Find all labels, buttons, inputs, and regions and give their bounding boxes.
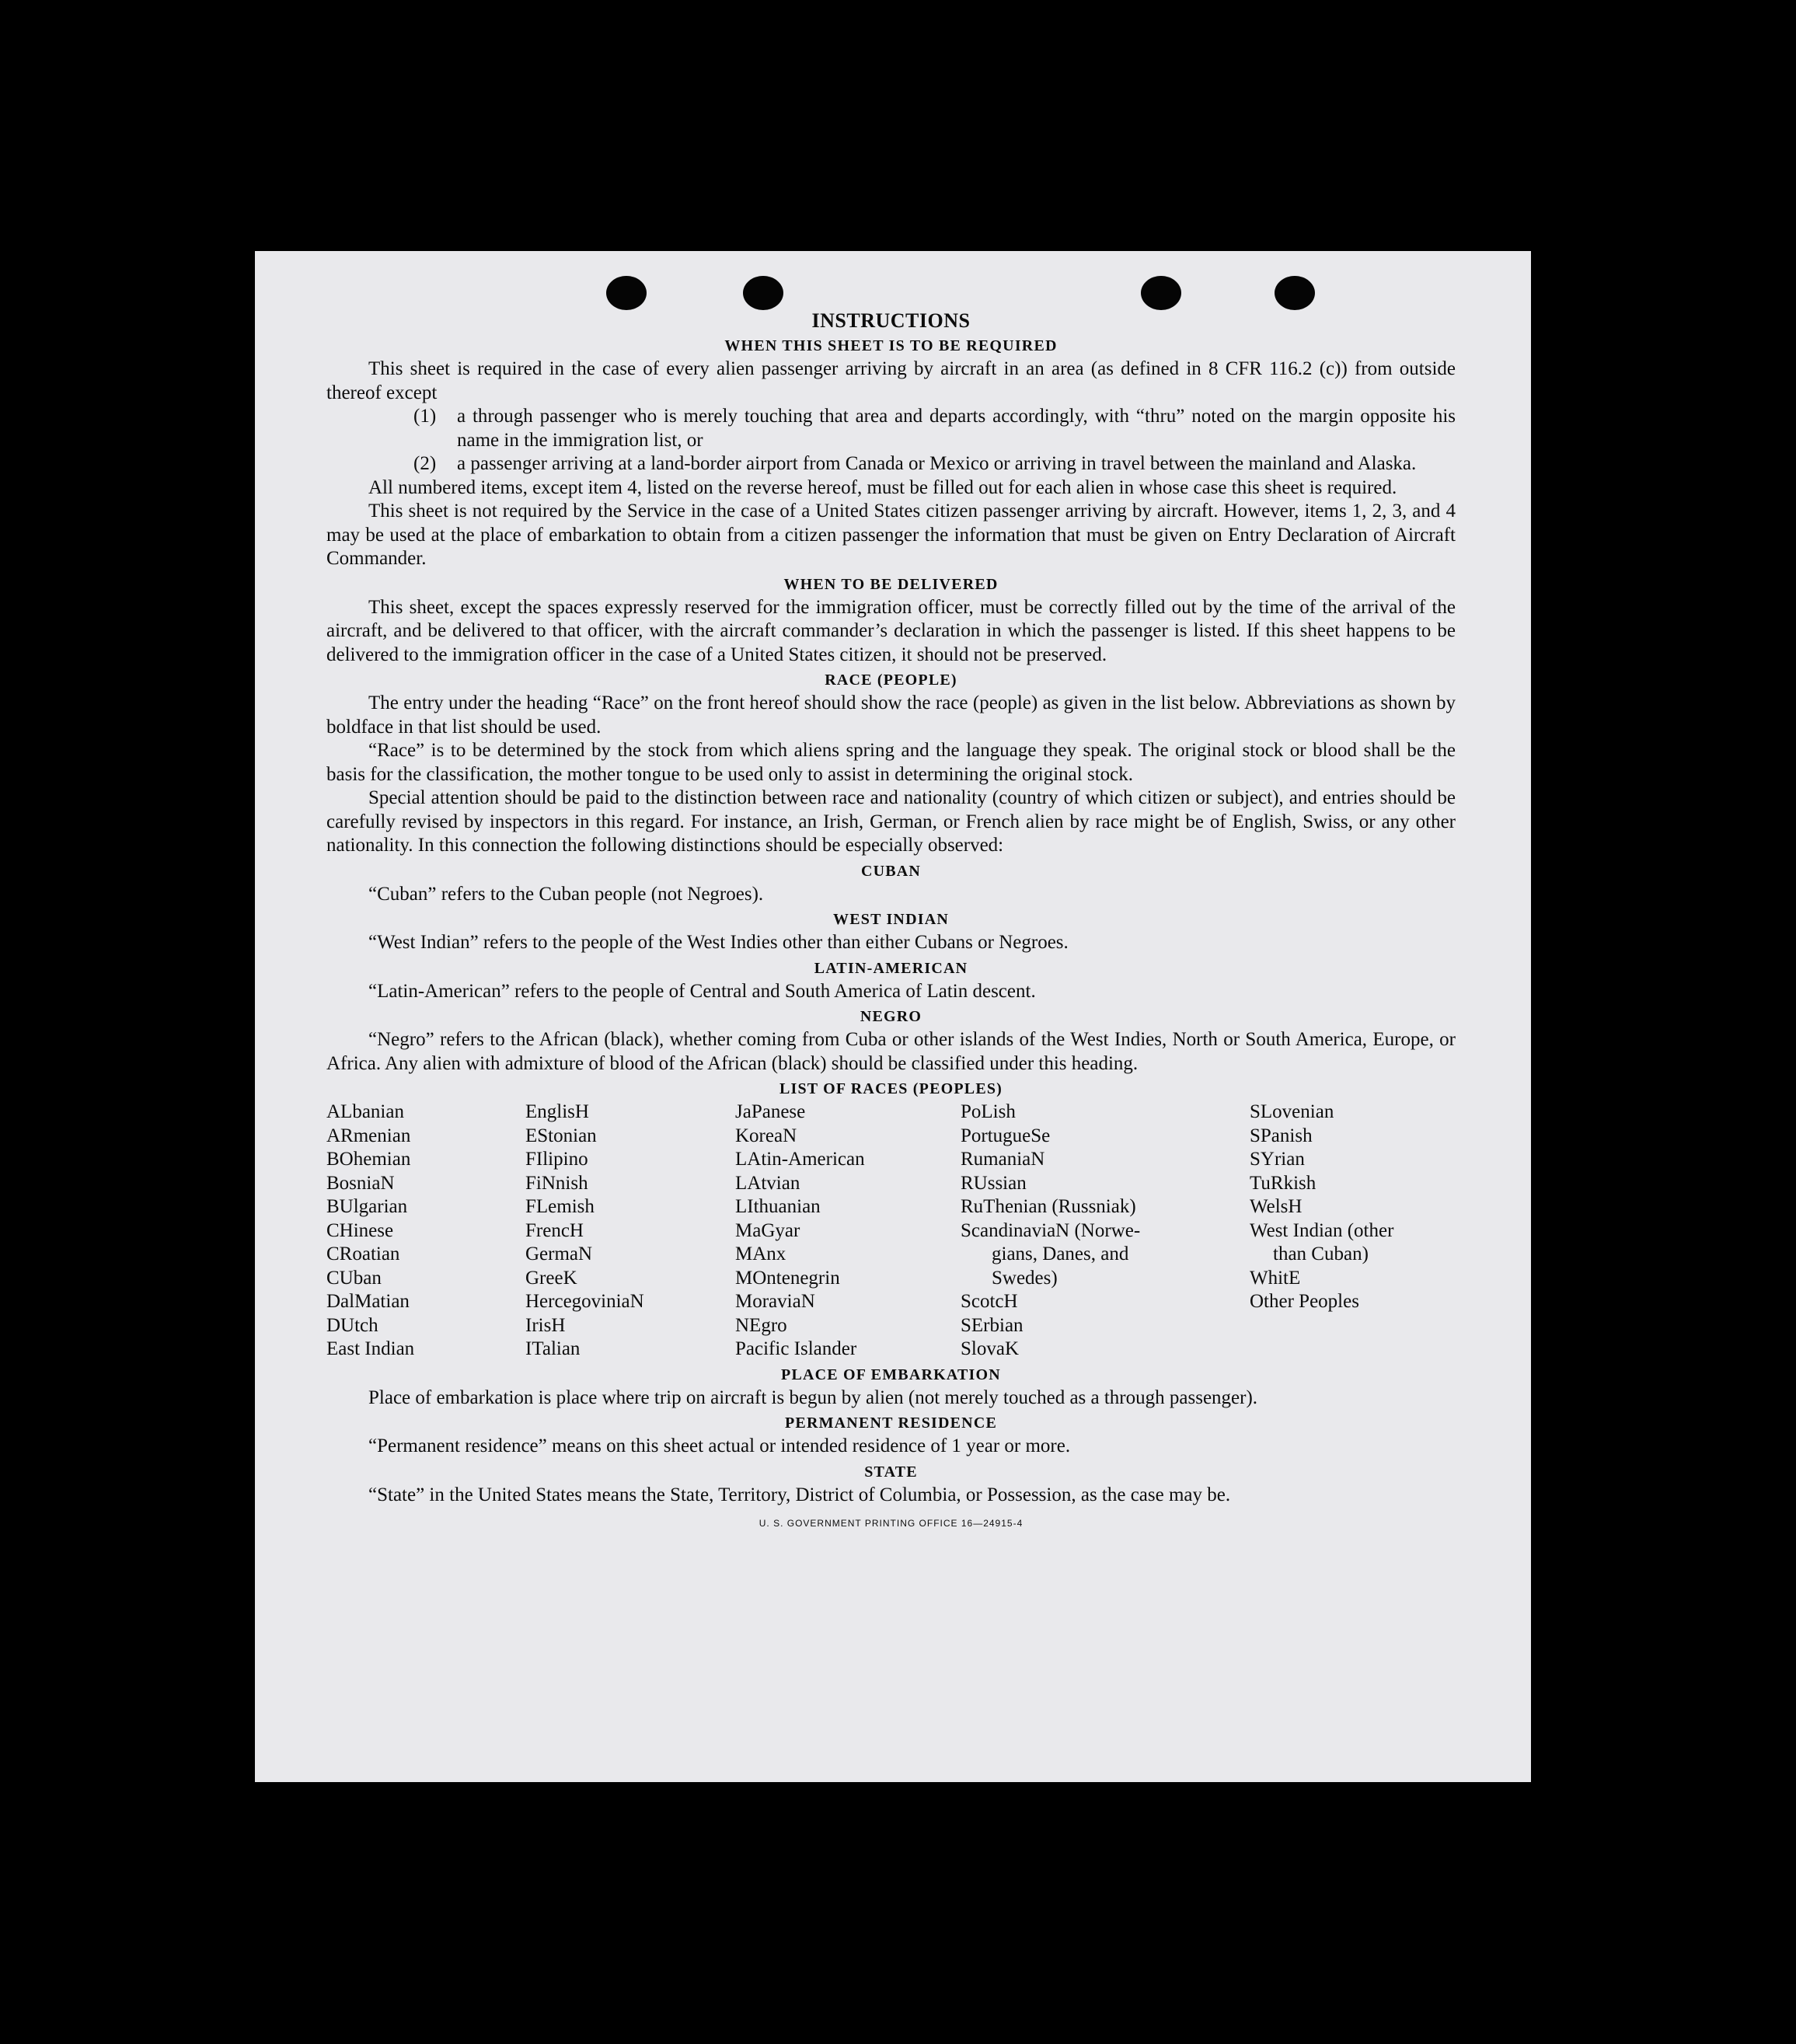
race-entry: KoreaN — [735, 1125, 797, 1146]
paragraph: “Latin-American” refers to the people of Central and South America of Latin descent. — [368, 980, 1036, 1002]
section-heading: PLACE OF EMBARKATION — [781, 1366, 1001, 1383]
paragraph: Place of embarkation is place where trip on aircraft is begun by alien (not merely touched as a through passenger). — [368, 1387, 1258, 1408]
section-heading: LIST OF RACES (PEOPLES) — [779, 1080, 1003, 1097]
race-entry: MoraviaN — [735, 1291, 815, 1312]
race-entry: IrisH — [525, 1314, 566, 1336]
race-entry: SPanish — [1250, 1125, 1313, 1146]
section-heading: WHEN TO BE DELIVERED — [783, 575, 999, 593]
race-entry: EnglisH — [525, 1101, 589, 1122]
instructions-body — [326, 309, 1456, 1536]
race-entry: RumaniaN — [961, 1149, 1045, 1170]
printer-imprint: U. S. GOVERNMENT PRINTING OFFICE 16—24915-4 — [759, 1518, 1024, 1529]
races-column — [735, 1100, 961, 1362]
race-entry: BUlgarian — [326, 1196, 408, 1217]
race-entry: SLovenian — [1250, 1101, 1334, 1122]
race-entry: NEgro — [735, 1314, 787, 1336]
paragraph: This sheet is not required by the Service in the case of a United States citizen passenger arriving by aircraft. However, items 1, 2, 3, and 4 may be used at the place of embarkation to obtain from a citizen passenger the information that must be given on Entry Declaration of Aircraft Commander. — [326, 501, 1456, 569]
race-entry: BosniaN — [326, 1172, 395, 1194]
punch-hole — [1141, 276, 1181, 310]
race-entry: CRoatian — [326, 1243, 400, 1264]
race-entry: DUtch — [326, 1314, 378, 1336]
race-entry: DalMatian — [326, 1291, 410, 1312]
list-item — [413, 405, 1456, 452]
race-entry: CHinese — [326, 1219, 394, 1241]
race-entry: PortugueSe — [961, 1125, 1051, 1146]
race-entry: ITalian — [525, 1338, 581, 1359]
race-entry: East Indian — [326, 1338, 415, 1359]
item-number: (2) — [413, 453, 437, 474]
list-item — [413, 452, 1456, 476]
paragraph: All numbered items, except item 4, listed on the reverse hereof, must be filled out for each alien in whose case this sheet is required. — [368, 476, 1397, 498]
paragraph: Special attention should be paid to the distinction between race and nationality (country of which citizen or subject), and entries should be carefully revised by inspectors in this regard. For instance, an Irish, German, or French alien by race might be of English, Swiss, or any other nationality. In this connection the following distinctions should be especially observed: — [326, 787, 1456, 856]
race-entry: Swedes) — [992, 1267, 1058, 1289]
section-heading: LATIN-AMERICAN — [814, 959, 968, 977]
race-entry: RUssian — [961, 1172, 1027, 1194]
punch-hole — [743, 276, 783, 310]
document-sheet — [255, 251, 1531, 1782]
section-heading: RACE (PEOPLE) — [825, 671, 957, 689]
section-heading: CUBAN — [860, 862, 922, 880]
race-entry: ARmenian — [326, 1125, 411, 1146]
race-entry: MaGyar — [735, 1219, 800, 1241]
section-heading: STATE — [864, 1463, 918, 1481]
race-entry: WhitE — [1250, 1267, 1301, 1289]
race-entry: Pacific Islander — [735, 1338, 857, 1359]
races-column — [525, 1100, 735, 1362]
race-entry: LAtin-American — [735, 1149, 865, 1170]
paragraph: This sheet, except the spaces expressly reserved for the immigration officer, must be correctly filled out by the time of the arrival of the aircraft, and be delivered to that officer, with the aircraft commander’s declaration in which the passenger is listed. If this sheet happens to be delivered to the immigration officer in the case of a United States citizen, it should not be preserved. — [326, 596, 1456, 665]
item-number: (1) — [413, 406, 437, 427]
race-entry: than Cuban) — [1273, 1243, 1369, 1264]
race-entry: FiNnish — [525, 1172, 588, 1194]
race-entry: MAnx — [735, 1243, 786, 1264]
race-entry: LAtvian — [735, 1172, 800, 1194]
paragraph: “Negro” refers to the African (black), whether coming from Cuba or other islands of the West Indies, North or South America, Europe, or Africa. Any alien with admixture of blood of the African (black) should be classified under this heading. — [326, 1029, 1456, 1074]
section-heading: WEST INDIAN — [833, 911, 949, 928]
section-heading: PERMANENT RESIDENCE — [784, 1414, 998, 1432]
paragraph: “Race” is to be determined by the stock from which aliens spring and the language they speak. The original stock or blood shall be the basis for the classification, the mother tongue to be used only to assist in determining the original stock. — [326, 740, 1456, 785]
races-column — [326, 1100, 525, 1362]
race-entry: gians, Danes, and — [992, 1243, 1129, 1264]
race-entry: EStonian — [525, 1125, 597, 1146]
paragraph: The entry under the heading “Race” on the front hereof should show the race (people) as given in the list below. Abbreviations as shown by boldface in that list should be used. — [326, 692, 1456, 738]
race-entry: FLemish — [525, 1196, 595, 1217]
race-entry: HercegoviniaN — [525, 1291, 644, 1312]
race-entry: FrencH — [525, 1219, 584, 1241]
item-text: a passenger arriving at a land-border airport from Canada or Mexico or arriving in travel between the mainland and Alaska. — [457, 453, 1417, 474]
race-entry: LIthuanian — [735, 1196, 821, 1217]
punch-hole — [1275, 276, 1315, 310]
race-entry: PoLish — [961, 1101, 1016, 1122]
paragraph: “Permanent residence” means on this sheet actual or intended residence of 1 year or more. — [368, 1435, 1071, 1456]
race-entry: SlovaK — [961, 1338, 1019, 1359]
race-entry: JaPanese — [735, 1101, 806, 1122]
race-entry: SErbian — [961, 1314, 1024, 1336]
race-entry: CUban — [326, 1267, 382, 1289]
section-heading: NEGRO — [860, 1008, 922, 1025]
paragraph: This sheet is required in the case of every alien passenger arriving by aircraft in an area (as defined in 8 CFR 116.2 (c)) from outside thereof except — [326, 358, 1456, 403]
page-title: INSTRUCTIONS — [811, 309, 971, 332]
race-entry: SYrian — [1250, 1149, 1305, 1170]
race-entry: RuThenian (Russniak) — [961, 1196, 1136, 1217]
races-column — [961, 1100, 1250, 1362]
paragraph: “Cuban” refers to the Cuban people (not Negroes). — [368, 883, 764, 905]
punch-hole — [606, 276, 647, 310]
races-list — [326, 1100, 1456, 1362]
race-entry: MOntenegrin — [735, 1267, 840, 1289]
race-entry: GreeK — [525, 1267, 577, 1289]
race-entry: FIlipino — [525, 1149, 588, 1170]
paragraph: “West Indian” refers to the people of the West Indies other than either Cubans or Negroes. — [368, 932, 1069, 953]
race-entry: ScotcH — [961, 1291, 1018, 1312]
race-entry: WelsH — [1250, 1196, 1303, 1217]
race-entry: TuRkish — [1250, 1172, 1316, 1194]
race-entry: ScandinaviaN (Norwe- — [961, 1219, 1141, 1241]
race-entry: BOhemian — [326, 1149, 411, 1170]
race-entry: West Indian (other — [1250, 1219, 1394, 1241]
races-column — [1250, 1100, 1452, 1362]
paragraph: “State” in the United States means the State, Territory, District of Columbia, or Possession, as the case may be. — [368, 1484, 1231, 1505]
race-entry: GermaN — [525, 1243, 593, 1264]
race-entry: ALbanian — [326, 1101, 404, 1122]
race-entry: Other Peoples — [1250, 1291, 1359, 1312]
item-text: a through passenger who is merely touching that area and departs accordingly, with “thru” noted on the margin opposite his name in the immigration list, or — [457, 406, 1456, 451]
section-heading: WHEN THIS SHEET IS TO BE REQUIRED — [724, 337, 1058, 354]
